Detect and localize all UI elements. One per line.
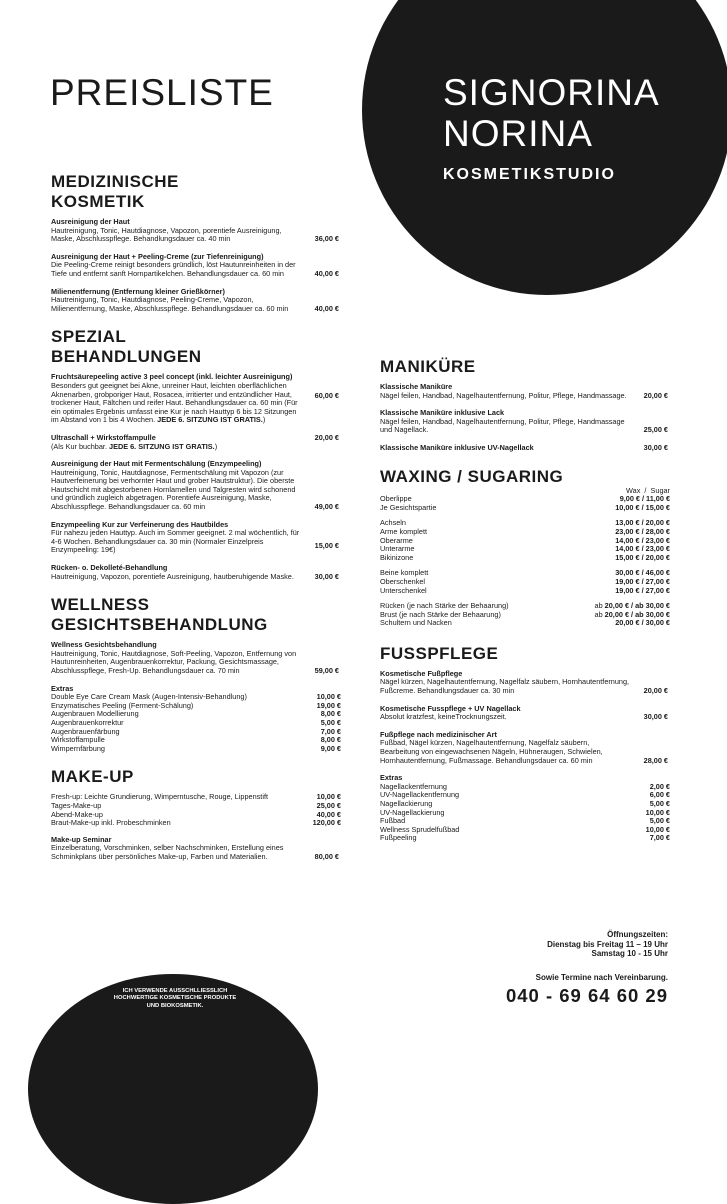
list-item-name: Double Eye Care Cream Mask (Augen-Intensiv-Behandlung)	[51, 692, 247, 702]
item-price: 59,00 €	[314, 666, 339, 675]
list-item-name: Enzymatisches Peeling (Ferment-Schälung)	[51, 700, 194, 710]
section-title-waxing: WAXING / SUGARING	[380, 466, 564, 486]
list-item-price: 19,00 € / 27,00 €	[615, 585, 670, 595]
price-item	[380, 444, 670, 453]
price-item	[51, 288, 341, 314]
price-item	[380, 670, 670, 696]
list-item-price: 8,00 €	[320, 709, 341, 719]
list-item-price: 15,00 € / 20,00 €	[615, 552, 670, 562]
list-item-name: Beine komplett	[380, 568, 429, 578]
item-title: Ausreinigung der Haut + Peeling-Creme (zur Tiefenreinigung)	[51, 251, 264, 261]
item-free-note: JEDE 6. SITZUNG IST GRATIS.	[109, 441, 215, 451]
waxing-col-wax: Wax	[626, 485, 641, 495]
list-item-price: 20,00 € / 30,00 €	[615, 618, 670, 628]
list-item-name: Augenbrauenfärbung	[51, 726, 120, 736]
item-price: 60,00 €	[314, 391, 339, 401]
list-item-price: 5,00 €	[649, 816, 670, 826]
list-item-price: 23,00 € / 28,00 €	[615, 526, 670, 536]
price-item	[380, 383, 670, 400]
section-title-medizinische-kosmetik: MEDIZINISCHE KOSMETIK	[51, 172, 179, 211]
list-item-name: UV-Nagellackierung	[380, 807, 445, 817]
list-item-price: 9,00 € / 11,00 €	[619, 494, 670, 504]
badge-line-2: HOCHWERTIGE KOSMETISCHE PRODUKTE	[113, 995, 237, 1002]
item-title: Ausreinigung der Haut mit Fermentschälung (Enzympeeling)	[51, 459, 262, 469]
list-item-name: Oberschenkel	[380, 576, 426, 586]
list-item-name: Wirkstoffampulle	[51, 735, 105, 745]
list-item-name: Achseln	[380, 518, 406, 528]
list-item-price: 10,00 €	[645, 824, 670, 834]
brand-line-1: SIGNORINA	[443, 72, 660, 113]
list-item-price: 25,00 €	[316, 800, 341, 810]
list-item-name: Braut-Make-up inkl. Probeschminken	[51, 818, 171, 828]
list-item-price: 10,00 €	[316, 792, 341, 802]
list-item-name: Fresh-up: Leichte Grundierung, Wimperntusche, Rouge, Lippenstift	[51, 792, 268, 802]
list-item	[51, 745, 341, 754]
waxing-list	[380, 495, 670, 628]
opening-hours	[547, 930, 668, 959]
item-description: Hautreinigung, Tonic, Hautdiagnose, Soft-Peeling, Vapozon, Entfernung von Hautunreinheiten, Augenbrauenkorrektur, Packung, Gesichtsmassage, Abschlusspflege, Fresh-Up. Behandlungsdauer ca. 70 min	[51, 648, 297, 675]
list-item-name: Abend-Make-up	[51, 809, 103, 819]
list-item-price: 10,00 €	[645, 807, 670, 817]
item-description-text: Besonders gut geeignet bei Akne, unreiner Haut, leichten oberflächlichen Aknenarben, grobporiger Haut, Rosacea, irritierter und entzündlicher Haut, trockener Haut, Fältchen und reifer Haut. Behandlungsdauer ca. 60 min (Für ein optimales Ergebnis umfasst eine Kur je nach Hauttyp 6 bis 12 Sitzungen im Abstand von 1 bis 4 Wochen.	[51, 380, 298, 425]
item-title: Klassische Maniküre inklusive UV-Nagellack	[380, 442, 534, 452]
item-description-text: (Als Kur buchbar.	[51, 441, 107, 451]
wellness-extras-list	[51, 693, 341, 753]
item-price: 15,00 €	[314, 541, 339, 551]
price-item	[51, 373, 341, 425]
item-price: 40,00 €	[314, 303, 339, 313]
list-item-price: 2,00 €	[649, 781, 670, 791]
badge-line-3: UND BIOKOSMETIK.	[146, 1002, 204, 1009]
badge-line-1: ICH VERWENDE AUSSCHLLIESSLICH	[122, 988, 228, 994]
list-item-price: 8,00 €	[320, 735, 341, 745]
list-item-price: 5,00 €	[649, 799, 670, 808]
list-item	[380, 554, 670, 563]
item-description	[51, 443, 341, 452]
list-item-price: 19,00 € / 27,00 €	[615, 576, 670, 586]
item-price: 28,00 €	[643, 755, 668, 765]
item-price: 30,00 €	[643, 442, 668, 452]
list-item-name: Rücken (je nach Stärke der Behaarung)	[380, 601, 509, 611]
item-price: 20,00 €	[643, 390, 668, 400]
list-item-name: Augenbrauenkorrektur	[51, 717, 124, 727]
list-item-name: Tages-Make-up	[51, 800, 102, 810]
item-description: Hautreinigung, Vapozon, porentiefe Ausreinigung, hautberuhigende Maske.	[51, 571, 294, 581]
item-free-note: JEDE 6. SITZUNG IST GRATIS.	[157, 415, 263, 425]
list-item-name: Brust (je nach Stärke der Behaarung)	[380, 609, 501, 619]
list-item-name: Fußpeeling	[380, 833, 417, 843]
list-item-prefix: ab	[594, 601, 603, 611]
extras-title: Extras	[380, 773, 403, 783]
price-item	[380, 409, 670, 435]
item-title: Enzympeeling Kur zur Verfeinerung des Hautbildes	[51, 519, 229, 529]
list-item-price: 20,00 € / ab 30,00 €	[604, 609, 670, 619]
list-item-price: 7,00 €	[320, 726, 341, 736]
list-item-price: 20,00 € / ab 30,00 €	[604, 601, 670, 611]
brand-line-2: NORINA	[443, 113, 593, 154]
item-price: 30,00 €	[314, 571, 339, 581]
item-title: Fußpflege nach medizinischer Art	[380, 729, 497, 739]
list-item-name: UV-Nagellackentfernung	[380, 790, 460, 800]
phone-number: 040 - 69 64 60 29	[505, 985, 668, 1006]
makeup-list	[51, 793, 341, 827]
item-price: 30,00 €	[643, 712, 668, 722]
list-item-name: Arme komplett	[380, 526, 428, 536]
price-item	[51, 836, 341, 862]
section-title-manikuere: MANIKÜRE	[380, 357, 476, 376]
list-item-name: Unterarme	[380, 544, 415, 554]
item-description: Nägel feilen, Handbad, Nagelhautentfernung, Politur, Pflege, Handmassage und Nagellack.	[380, 416, 625, 435]
list-item-name: Oberlippe	[380, 494, 412, 504]
list-item-price: 40,00 €	[316, 809, 341, 819]
item-description: Für nahezu jeden Hauttyp. Auch im Sommer geeignet. 2 mal wöchentlich, für 4-6 Wochen. Behandlungsdauer ca. 30 min (Normaler Einzelpreis Enzympeeling: 19€)	[51, 528, 300, 555]
section-title-make-up: MAKE-UP	[51, 767, 134, 787]
list-item	[380, 504, 670, 513]
item-title: Kosmetische Fußpflege	[380, 668, 463, 678]
item-title: Kosmetische Fusspflege + UV Nagellack	[380, 703, 521, 713]
list-item-name: Fußbad	[380, 816, 406, 826]
list-item-price: 6,00 €	[649, 790, 670, 800]
item-title: Klassische Maniküre	[380, 382, 453, 391]
list-item-price: 5,00 €	[320, 717, 341, 727]
list-item	[380, 834, 670, 843]
list-item-price: 10,00 €	[316, 692, 341, 702]
list-item-name: Bikinizone	[380, 552, 414, 562]
price-item	[51, 218, 341, 244]
item-description: Die Peeling-Creme reinigt besonders gründlich, löst Hautunreinheiten in der Tiefe und entfernt sanft Hornpartikelchen. Behandlungsdauer ca. 60 min	[51, 260, 296, 278]
price-item	[51, 641, 341, 675]
section-title-spezial-behandlungen: SPEZIAL BEHANDLUNGEN	[51, 327, 202, 367]
list-item-price: 19,00 €	[316, 700, 341, 710]
list-item-name: Unterschenkel	[380, 585, 427, 595]
price-item	[51, 253, 341, 279]
list-item	[51, 819, 341, 828]
item-description: Hautreinigung, Tonic, Hautdiagnose, Peeling-Creme, Vapozon, Milienentfernung, Maske, Abschlusspflege. Behandlungsdauer ca. 60 min	[51, 295, 289, 313]
list-item-price: 10,00 € / 15,00 €	[615, 502, 670, 512]
waxing-col-separator: /	[644, 485, 647, 495]
item-description	[51, 382, 341, 425]
item-title: Rücken- o. Dekolleté-Behandlung	[51, 563, 168, 573]
list-item-name: Nagellackierung	[380, 799, 433, 808]
left-column	[51, 172, 341, 871]
item-description: Hautreinigung, Tonic, Hautdiagnose, Vapozon, porentiefe Ausreinigung, Maske, Abschlusspflege. Behandlungsdauer ca. 40 min	[51, 225, 282, 244]
list-item-name: Je Gesichtspartie	[380, 502, 437, 512]
list-item-name: Wellness Sprudelfußbad	[380, 824, 460, 834]
item-description: Fußbad, Nägel kürzen, Nagelhautentfernung, Nagelfalz säubern, Bearbeitung von eingewachsenen Nägeln, Hühneraugen, Schwielen, Hornhautentfernung, Fußmassage. Behandlungsdauer ca. 60 min	[380, 738, 603, 765]
item-price: 40,00 €	[314, 268, 339, 278]
list-item-price: 13,00 € / 20,00 €	[615, 518, 670, 528]
list-item-name: Nagellackentfernung	[380, 781, 447, 791]
list-item-price: 30,00 € / 46,00 €	[615, 568, 670, 578]
item-description-end: )	[262, 415, 266, 425]
item-title: Klassische Maniküre inklusive Lack	[380, 408, 505, 418]
item-description: Nägel kürzen, Nagelhautentfernung, Nagelfalz säubern, Hornhautentfernung, Fußcreme. Behandlungsdauer ca. 30 min	[380, 677, 630, 696]
item-description-end: )	[214, 441, 218, 451]
extras-title: Extras	[51, 683, 74, 693]
item-title: Ultraschall + Wirkstoffampulle	[51, 432, 156, 442]
item-price: 36,00 €	[314, 234, 339, 244]
right-column	[380, 357, 670, 843]
list-item-name: Oberarme	[380, 535, 413, 545]
item-price: 20,00 €	[643, 686, 668, 696]
brand-name	[443, 72, 660, 154]
item-title: Wellness Gesichtsbehandlung	[51, 640, 157, 650]
product-note-badge	[95, 988, 255, 1010]
item-price: 20,00 €	[314, 432, 339, 442]
list-item-name: Augenbrauen Modellierung	[51, 709, 139, 719]
list-item-price: 9,00 €	[320, 743, 341, 753]
page-title: PREISLISTE	[50, 72, 274, 113]
item-title: Milienentfernung (Entfernung kleiner Grießkörner)	[51, 286, 225, 296]
item-price: 49,00 €	[314, 502, 339, 512]
item-description: Nägel feilen, Handbad, Nagelhautentfernung, Politur, Pflege, Handmassage.	[380, 390, 627, 400]
list-item	[380, 826, 670, 835]
price-item	[51, 521, 341, 555]
opening-hours-saturday: Samstag 10 - 15 Uhr	[591, 949, 668, 958]
item-description: Hautreinigung, Tonic, Hautdiagnose, Fermentschälung mit Vapozon (zur Hautverfeinerung bei verhornter Haut und grober Hautstruktur). Die oberste Hautschicht mit abgestorbenen Hornlamellen und Talgresten wird schonend und gründlich zugleich abgetragen. Porentiefe Ausreinigung, Maske, Abschlusspflege. Behandlungsdauer ca. 60 min	[51, 467, 296, 512]
list-item	[380, 809, 670, 818]
price-item	[51, 434, 341, 451]
list-item-name: Wimpernfärbung	[51, 743, 105, 753]
section-title-fusspflege: FUSSPFLEGE	[380, 643, 499, 663]
fuss-extras-list	[380, 783, 670, 843]
item-title: Fruchtsäurepeeling active 3 peel concept (inkl. leichter Ausreinigung)	[51, 372, 293, 382]
list-item-prefix: ab	[594, 609, 603, 619]
item-title: Ausreinigung der Haut	[51, 217, 130, 226]
list-item-price: 120,00 €	[312, 818, 341, 828]
opening-hours-title: Öffnungszeiten:	[607, 930, 668, 939]
waxing-col-sugar: Sugar	[650, 485, 670, 495]
price-item	[51, 460, 341, 512]
list-item	[380, 587, 670, 596]
opening-hours-weekday: Dienstag bis Freitag 11 – 19 Uhr	[547, 939, 668, 949]
list-item-price: 14,00 € / 23,00 €	[615, 544, 670, 554]
item-description: Absolut kratzfest, keineTrocknungszeit.	[380, 712, 507, 722]
item-description: Einzelberatung, Vorschminken, selber Nachschminken, Erstellung eines Schminkplans über persönliches Make-up, Farben und Materialien.	[51, 843, 284, 861]
price-item	[51, 564, 341, 581]
price-item	[380, 731, 670, 765]
section-title-wellness: WELLNESS GESICHTSBEHANDLUNG	[51, 595, 268, 635]
appointment-note: Sowie Termine nach Vereinbarung.	[535, 973, 668, 982]
brand-subtitle: KOSMETIKSTUDIO	[443, 166, 616, 183]
list-item-price: 7,00 €	[649, 833, 670, 843]
item-title: Make-up Seminar	[51, 834, 112, 844]
list-item-price: 14,00 € / 23,00 €	[615, 535, 670, 545]
list-item	[380, 619, 670, 628]
price-item	[380, 705, 670, 722]
item-price: 80,00 €	[314, 851, 339, 861]
list-item-name: Schultern und Nacken	[380, 618, 452, 628]
item-price: 25,00 €	[643, 425, 668, 435]
